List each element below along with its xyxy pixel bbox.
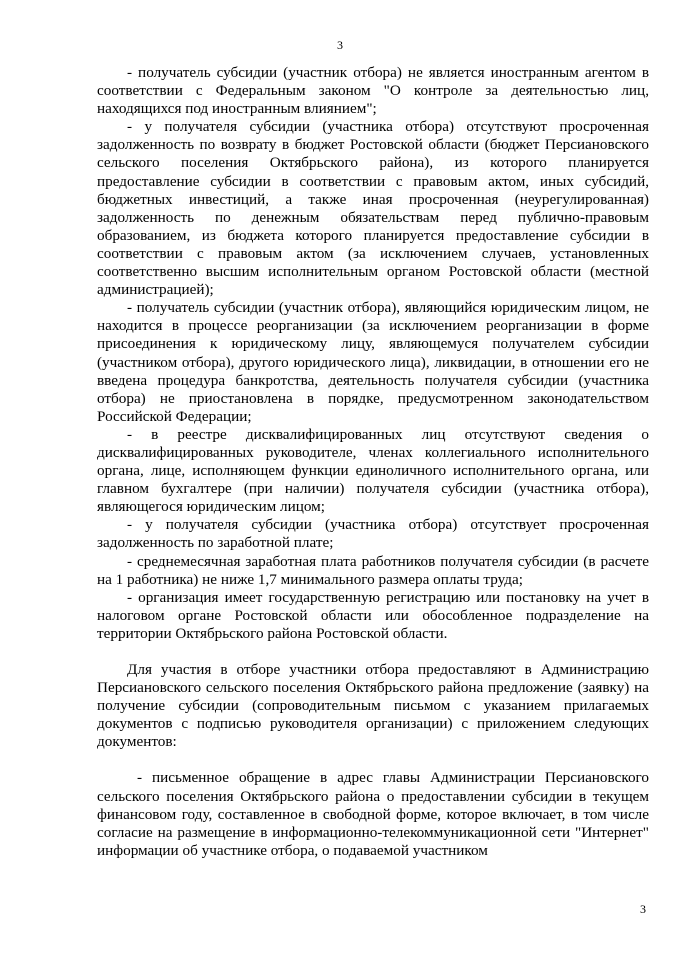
paragraph-disqualified-registry: - в реестре дисквалифицированных лиц отсутствуют сведения о дисквалифицированных руководителе, членах коллегиального исполнительного органа, лице, исполняющем функции единоличного исполнительного органа, или главном бухгалтере (при наличии) получателя субсидии (участника отбора), являющегося юридическим лицом; xyxy=(97,425,649,516)
paragraph-application-submission: Для участия в отборе участники отбора предоставляют в Администрацию Персиановского сельского поселения Октябрьского района предложение (заявку) на получение субсидии (сопроводительным письмом с указанием прилагаемых документов с подписью руководителя организации) с приложением следующих документов: xyxy=(97,661,649,751)
page-number-bottom: 3 xyxy=(640,902,646,916)
document-body xyxy=(97,64,649,860)
paragraph-no-wage-arrears: - у получателя субсидии (участника отбора) отсутствует просроченная задолженность по заработной плате; xyxy=(97,516,649,552)
paragraph-written-request: - письменное обращение в адрес главы Администрации Персиановского сельского поселения Октябрьского района о предоставлении субсидии в текущем финансовом году, составленное в свободной форме, которое включает, в том числе согласие на размещение в информационно-телекоммуникационной сети "Интернет" информации об участнике отбора, о подаваемой участником xyxy=(97,769,649,859)
paragraph-tax-registration: - организация имеет государственную регистрацию или постановку на учет в налоговом органе Ростовской области или обособленное подразделение на территории Октябрьского района Ростовской области. xyxy=(97,588,649,642)
page-number-top: 3 xyxy=(337,38,343,52)
paragraph-average-wage: - среднемесячная заработная плата работников получателя субсидии (в расчете на 1 работника) не ниже 1,7 минимального размера оплаты труда; xyxy=(97,552,649,588)
paragraph-foreign-agent: - получатель субсидии (участник отбора) не является иностранным агентом в соответствии с Федеральным законом "О контроле за деятельностью лиц, находящихся под иностранным влиянием"; xyxy=(97,64,649,118)
paragraph-no-reorganization: - получатель субсидии (участник отбора), являющийся юридическим лицом, не находится в процессе реорганизации (за исключением реорганизации в форме присоединения к юридическому лицу, являющемуся получателем субсидии (участником отбора), другого юридического лица), ликвидации, в отношении его не введена процедура банкротства, деятельность получателя субсидии (участника отбора) не приостановлена в порядке, предусмотренном законодательством Российской Федерации; xyxy=(97,299,649,425)
paragraph-no-overdue-debt: - у получателя субсидии (участника отбора) отсутствуют просроченная задолженность по возврату в бюджет Ростовской области (бюджет Персиановского сельского поселения Октябрьского района), из которого планируется предоставление субсидии в соответствии с правовым актом, иных субсидий, бюджетных инвестиций, а также иная просроченная (неурегулированная) задолженность по денежным обязательствам перед публично-правовым образованием, из бюджета которого планируется предоставление субсидии в соответствии с правовым актом (за исключением случаев, установленных соответственно высшим исполнительным органом Ростовской области (местной администрацией); xyxy=(97,118,649,299)
